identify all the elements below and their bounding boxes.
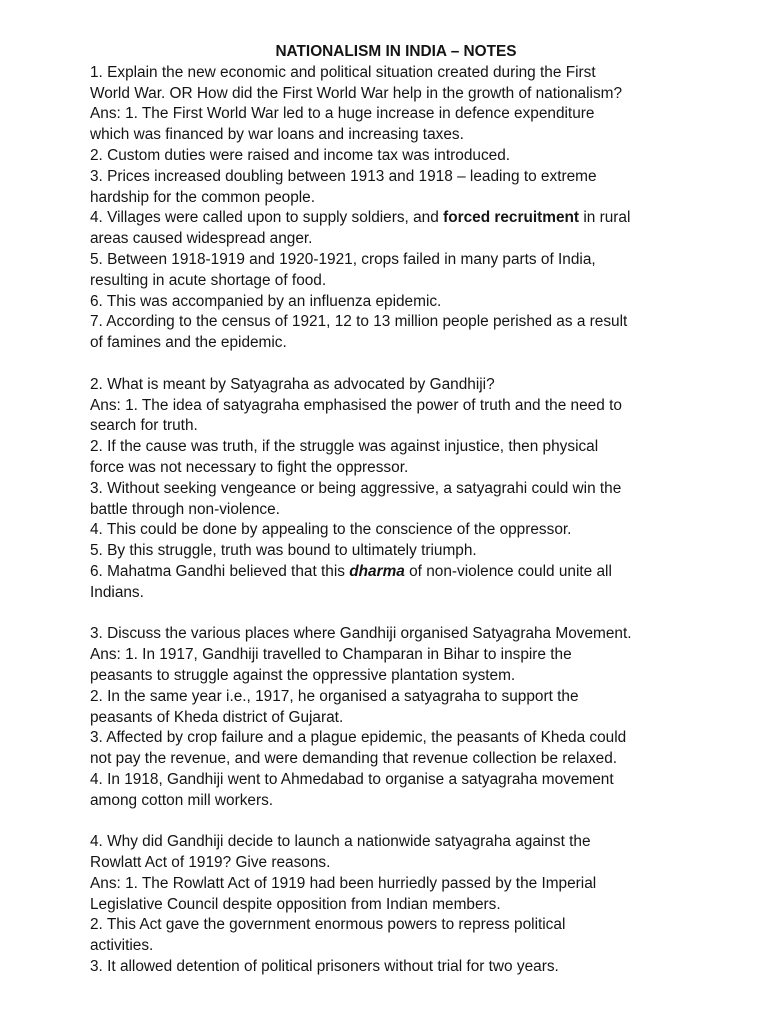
text-segment: 4. Villages were called upon to supply soldiers, and — [90, 209, 444, 227]
text-line: Rowlatt Act of 1919? Give reasons. — [90, 854, 331, 872]
text-line: World War. OR How did the First World War help in the growth of nationalism? — [90, 84, 623, 102]
text-line: Ans: 1. The Rowlatt Act of 1919 had been hurriedly passed by the Imperial — [90, 874, 597, 892]
question-section — [90, 375, 690, 604]
text-line: 2. What is meant by Satyagraha as advocated by Gandhiji? — [90, 375, 495, 393]
document-title: NATIONALISM IN INDIA – NOTES — [275, 43, 517, 60]
text-line: 2. If the cause was truth, if the struggle was against injustice, then physical — [90, 438, 599, 456]
text-line: 4. Why did Gandhiji decide to launch a nationwide satyagraha against the — [90, 833, 591, 851]
text-line: hardship for the common people. — [90, 188, 316, 206]
text-line: 4. This could be done by appealing to the conscience of the oppressor. — [90, 521, 572, 539]
text-line: 3. Without seeking vengeance or being aggressive, a satyagrahi could win the — [90, 479, 622, 497]
text-line: activities. — [90, 937, 154, 955]
text-segment: of non-violence could unite all — [404, 562, 612, 580]
text-line: 3. It allowed detention of political prisoners without trial for two years. — [90, 958, 559, 976]
bold-term: forced recruitment — [443, 209, 580, 227]
section-spacer — [90, 811, 690, 832]
text-line: 2. Custom duties were raised and income tax was introduced. — [90, 146, 511, 164]
text-line: Indians. — [90, 583, 144, 601]
bold-italic-term: dharma — [349, 562, 405, 580]
text-line: not pay the revenue, and were demanding that revenue collection be relaxed. — [90, 750, 618, 768]
text-line: force was not necessary to fight the oppressor. — [90, 458, 409, 476]
text-line: of famines and the epidemic. — [90, 334, 287, 352]
text-line: resulting in acute shortage of food. — [90, 271, 327, 289]
text-line: Ans: 1. The First World War led to a huge increase in defence expenditure — [90, 105, 595, 123]
text-line: 4. In 1918, Gandhiji went to Ahmedabad to organise a satyagraha movement — [90, 770, 614, 788]
text-line: peasants of Kheda district of Gujarat. — [90, 708, 344, 726]
text-line — [90, 562, 690, 583]
text-line: Ans: 1. In 1917, Gandhiji travelled to Champaran in Bihar to inspire the — [90, 646, 572, 664]
document-page — [90, 42, 690, 978]
text-line: among cotton mill workers. — [90, 791, 274, 809]
text-line: which was financed by war loans and increasing taxes. — [90, 126, 464, 144]
section-spacer — [90, 354, 690, 375]
text-line: 3. Prices increased doubling between 1913 and 1918 – leading to extreme — [90, 167, 597, 185]
document-body — [90, 63, 690, 978]
text-line: areas caused widespread anger. — [90, 230, 313, 248]
text-line: Ans: 1. The idea of satyagraha emphasised the power of truth and the need to — [90, 396, 622, 414]
text-line — [90, 208, 690, 229]
text-segment: in rural — [579, 209, 631, 227]
section-spacer — [90, 604, 690, 625]
text-line: peasants to struggle against the oppressive plantation system. — [90, 666, 516, 684]
text-line: 3. Discuss the various places where Gandhiji organised Satyagraha Movement. — [90, 625, 632, 643]
text-line: 6. This was accompanied by an influenza epidemic. — [90, 292, 442, 310]
text-line: 7. According to the census of 1921, 12 to 13 million people perished as a result — [90, 313, 628, 331]
text-line: 1. Explain the new economic and political situation created during the First — [90, 63, 596, 81]
question-section — [90, 63, 690, 354]
text-line: search for truth. — [90, 417, 198, 435]
question-section — [90, 624, 690, 811]
text-segment: 6. Mahatma Gandhi believed that this — [90, 562, 350, 580]
text-line: 3. Affected by crop failure and a plague epidemic, the peasants of Kheda could — [90, 729, 627, 747]
question-section — [90, 832, 690, 978]
text-line: 5. By this struggle, truth was bound to ultimately triumph. — [90, 542, 477, 560]
text-line: 2. In the same year i.e., 1917, he organised a satyagraha to support the — [90, 687, 579, 705]
text-line: 5. Between 1918-1919 and 1920-1921, crops failed in many parts of India, — [90, 250, 596, 268]
text-line: battle through non-violence. — [90, 500, 280, 518]
text-line: 2. This Act gave the government enormous powers to repress political — [90, 916, 566, 934]
text-line: Legislative Council despite opposition from Indian members. — [90, 895, 501, 913]
